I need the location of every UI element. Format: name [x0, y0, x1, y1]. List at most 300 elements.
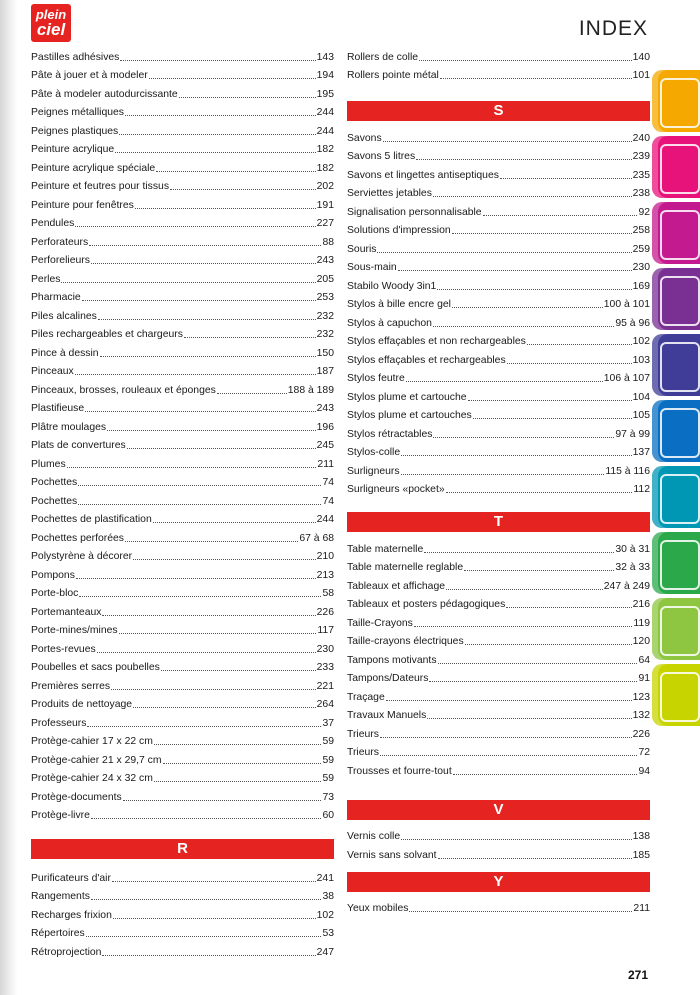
index-term: Yeux mobiles: [347, 903, 409, 914]
index-page: 241: [316, 872, 334, 884]
index-entry: [347, 367, 650, 386]
index-entry: [347, 256, 650, 275]
dot-leader: [133, 706, 316, 708]
dot-leader: [119, 632, 317, 634]
index-entry: [347, 404, 650, 423]
index-page: 60: [322, 810, 334, 821]
index-term: Serviettes jetables: [347, 188, 432, 199]
left-column: [31, 45, 334, 959]
dot-leader: [468, 399, 632, 401]
index-entry: [347, 64, 650, 83]
index-page: 185: [632, 849, 650, 861]
index-entry: [31, 230, 334, 249]
index-page: 123: [632, 691, 650, 703]
index-term: Stylos effaçables et non rechargeables: [347, 336, 526, 347]
index-page: 97 à 99: [615, 428, 650, 440]
index-entry: [31, 711, 334, 730]
index-list: [31, 866, 334, 959]
index-term: Table maternelle reglable: [347, 562, 464, 573]
index-page: 230: [632, 262, 650, 273]
index-entry: [31, 619, 334, 638]
index-entry: [347, 45, 650, 64]
index-term: Porte-mines/mines: [31, 625, 118, 636]
dot-leader: [433, 325, 614, 327]
index-term: Plats de convertures: [31, 440, 126, 451]
index-page: 239: [632, 151, 650, 162]
index-entry: [31, 866, 334, 885]
dot-leader: [437, 288, 631, 290]
index-term: Rangements: [31, 891, 90, 902]
index-term: Solutions d'impression: [347, 225, 451, 236]
index-entry: [347, 145, 650, 164]
index-term: Piles alcalines: [31, 310, 97, 322]
index-page: 143: [316, 51, 334, 63]
index-page: 92: [638, 206, 650, 218]
index-term: Perforelieurs: [31, 255, 90, 266]
dot-leader: [102, 614, 315, 616]
dot-leader: [161, 669, 316, 671]
index-term: Produits de nettoyage: [31, 699, 133, 710]
index-entry: [31, 600, 334, 619]
index-term: Stylos à bille encre gel: [347, 299, 451, 310]
index-term: Trousses et fourre-tout: [347, 765, 452, 777]
index-list: [347, 897, 650, 916]
index-term: Stylos plume et cartouches: [347, 410, 472, 421]
index-entry: [31, 286, 334, 305]
index-entry: [347, 163, 650, 182]
index-entry: [31, 397, 334, 416]
index-entry: [347, 478, 650, 497]
index-entry: [31, 45, 334, 64]
index-page: 202: [316, 181, 334, 192]
index-list: [347, 537, 650, 778]
letter-heading-y: Y: [347, 872, 650, 892]
index-page: 240: [632, 132, 650, 144]
index-term: Table maternelle: [347, 543, 424, 555]
index-list: [347, 45, 650, 82]
index-term: Professeurs: [31, 717, 87, 729]
index-entry: [31, 175, 334, 194]
index-entry: [347, 237, 650, 256]
index-entry: [347, 385, 650, 404]
sewing-machine-icon: [660, 78, 700, 128]
index-term: Signalisation personnalisable: [347, 206, 482, 218]
index-entry: [31, 101, 334, 120]
index-page: 216: [632, 599, 650, 610]
index-entry: [347, 843, 650, 862]
index-term: Trieurs: [347, 747, 379, 758]
dot-leader: [156, 170, 315, 172]
section-tab[interactable]: [652, 466, 700, 528]
dot-leader: [452, 306, 603, 308]
index-entry: [31, 903, 334, 922]
index-term: Rollers de colle: [347, 51, 419, 63]
dot-leader: [97, 651, 316, 653]
index-page: 117: [317, 625, 334, 636]
dot-leader: [438, 857, 632, 859]
index-term: Stylos plume et cartouche: [347, 391, 467, 403]
dot-leader: [377, 251, 631, 253]
index-page: 59: [322, 736, 334, 747]
index-page: 91: [638, 673, 650, 684]
index-page: 64: [638, 654, 650, 666]
dot-leader: [217, 392, 287, 394]
section-tab[interactable]: [652, 334, 700, 396]
dot-leader: [67, 466, 317, 468]
index-page: 32 à 33: [615, 562, 650, 573]
index-page: 258: [632, 225, 650, 236]
index-page: 182: [316, 144, 334, 155]
index-page: 101: [632, 70, 650, 81]
index-term: Peinture acrylique: [31, 144, 115, 155]
index-term: Tableaux et posters pédagogiques: [347, 599, 506, 610]
index-page: 59: [322, 773, 334, 784]
index-page: 264: [316, 699, 334, 710]
index-term: Répertoires: [31, 928, 85, 939]
index-term: Sous-main: [347, 262, 397, 273]
dot-leader: [112, 880, 316, 882]
index-term: Taille-Crayons: [347, 617, 413, 629]
index-page: 226: [632, 728, 650, 740]
index-term: Protège-livre: [31, 810, 90, 821]
index-term: Pochettes de plastification: [31, 514, 152, 525]
index-page: 211: [317, 458, 334, 470]
dot-leader: [409, 910, 632, 912]
dot-leader: [154, 780, 322, 782]
index-page: 102: [316, 909, 334, 921]
index-term: Pochettes perforées: [31, 532, 124, 544]
binding-shadow: [0, 0, 18, 995]
dot-leader: [89, 244, 321, 246]
index-term: Recharges frixion: [31, 909, 112, 921]
dot-leader: [386, 699, 632, 701]
right-column: [347, 45, 650, 915]
index-entry: [347, 330, 650, 349]
index-term: Pinceaux: [31, 366, 74, 377]
index-term: Pastilles adhésives: [31, 51, 120, 63]
index-page: 247: [316, 946, 334, 958]
index-page: 259: [632, 243, 650, 255]
index-term: Rétroprojection: [31, 946, 102, 958]
dot-leader: [149, 77, 316, 79]
index-entry: [347, 459, 650, 478]
pencil-icon: [660, 144, 700, 194]
index-entry: [347, 311, 650, 330]
dot-leader: [440, 77, 632, 79]
index-term: Peinture pour fenêtres: [31, 199, 134, 211]
dot-leader: [179, 96, 316, 98]
dot-leader: [123, 799, 322, 801]
dot-leader: [465, 643, 632, 645]
dot-leader: [433, 195, 632, 197]
index-entry: [31, 360, 334, 379]
dot-leader: [507, 362, 632, 364]
index-term: Protège-cahier 17 x 22 cm: [31, 736, 153, 747]
dot-leader: [419, 59, 632, 61]
index-term: Pochettes: [31, 495, 78, 507]
index-term: Pince à dessin: [31, 347, 99, 359]
index-term: Souris: [347, 243, 377, 255]
dot-leader: [115, 151, 315, 153]
index-page: 196: [316, 421, 334, 433]
dot-leader: [464, 569, 614, 571]
dot-leader: [416, 158, 632, 160]
dot-leader: [61, 281, 315, 283]
dot-leader: [79, 595, 321, 597]
index-page: 243: [316, 403, 334, 414]
index-term: Pâte à jouer et à modeler: [31, 70, 148, 81]
index-entry: [31, 138, 334, 157]
index-entry: [347, 685, 650, 704]
index-page: 74: [322, 477, 334, 488]
dot-leader: [380, 754, 637, 756]
index-page: 73: [322, 791, 334, 803]
dot-leader: [163, 762, 322, 764]
index-entry: [347, 741, 650, 760]
section-tab[interactable]: [652, 70, 700, 132]
index-page: 244: [316, 514, 334, 525]
dot-leader: [98, 318, 316, 320]
index-page: 195: [316, 88, 334, 100]
dot-leader: [414, 625, 633, 627]
index-page: 102: [632, 336, 650, 347]
index-entry: [347, 759, 650, 778]
index-term: Rollers pointe métal: [347, 70, 439, 81]
index-entry: [347, 722, 650, 741]
index-term: Protège-cahier 24 x 32 cm: [31, 773, 153, 784]
index-entry: [31, 674, 334, 693]
index-page: 120: [632, 636, 650, 647]
notebook-icon: [660, 342, 700, 392]
index-page: 244: [316, 125, 334, 137]
index-term: Surligneurs «pocket»: [347, 484, 445, 495]
index-term: Stylos-colle: [347, 447, 401, 458]
index-entry: [347, 611, 650, 630]
ball-icon: [660, 540, 700, 590]
index-entry: [347, 422, 650, 441]
dot-leader: [473, 417, 632, 419]
index-page: 205: [316, 273, 334, 285]
index-entry: [347, 293, 650, 312]
dot-leader: [153, 521, 316, 523]
index-entry: [31, 748, 334, 767]
index-entry: [31, 378, 334, 397]
index-term: Stylos effaçables et rechargeables: [347, 354, 506, 366]
marker-icon: [660, 210, 700, 260]
logo-line-1: plein: [35, 7, 67, 22]
index-term: Purificateurs d'air: [31, 872, 111, 884]
index-page: 235: [632, 169, 650, 181]
index-page: 221: [316, 680, 334, 692]
index-page: 119: [633, 617, 650, 629]
index-entry: [31, 804, 334, 823]
page-number: 271: [628, 968, 649, 982]
index-entry: [347, 704, 650, 723]
index-page: 247 à 249: [603, 580, 650, 592]
index-term: Portes-revues: [31, 643, 96, 655]
dot-leader: [452, 232, 632, 234]
dot-leader: [500, 177, 632, 179]
section-tab[interactable]: [652, 400, 700, 462]
index-entry: [31, 452, 334, 471]
section-tab[interactable]: [652, 202, 700, 264]
dot-leader: [383, 140, 632, 142]
dot-leader: [427, 717, 631, 719]
index-entry: [31, 885, 334, 904]
dot-leader: [433, 436, 614, 438]
index-entry: [31, 82, 334, 101]
index-page: 100 à 101: [603, 299, 650, 310]
index-entry: [31, 323, 334, 342]
index-term: Plumes: [31, 458, 66, 470]
index-term: Tampons motivants: [347, 654, 437, 666]
index-page: 150: [316, 347, 334, 359]
index-entry: [31, 267, 334, 286]
dot-leader: [424, 551, 614, 553]
dot-leader: [135, 207, 316, 209]
dot-leader: [91, 262, 316, 264]
index-entry: [347, 593, 650, 612]
index-term: Peinture acrylique spéciale: [31, 162, 156, 174]
index-entry: [347, 219, 650, 238]
index-page: 232: [316, 329, 334, 340]
index-page: 194: [316, 70, 334, 81]
index-page: 104: [632, 391, 650, 403]
index-entry: [347, 441, 650, 460]
dot-leader: [506, 606, 631, 608]
index-page: 243: [316, 255, 334, 266]
dot-leader: [91, 898, 322, 900]
index-term: Poubelles et sacs poubelles: [31, 662, 160, 673]
index-page: 230: [316, 643, 334, 655]
index-page: 187: [316, 366, 334, 377]
index-page: 103: [632, 354, 650, 366]
dot-leader: [102, 954, 315, 956]
index-page: 30 à 31: [615, 543, 650, 555]
index-term: Savons 5 litres: [347, 151, 416, 162]
dot-leader: [100, 355, 316, 357]
index-entry: [31, 64, 334, 83]
section-tab[interactable]: [652, 136, 700, 198]
index-page: 137: [632, 447, 650, 458]
letter-heading-t: T: [347, 512, 650, 532]
index-term: Pendules: [31, 218, 75, 229]
letter-heading-v: V: [347, 800, 650, 820]
index-entry: [347, 630, 650, 649]
index-entry: [31, 637, 334, 656]
index-entry: [31, 940, 334, 959]
index-entry: [31, 785, 334, 804]
index-term: Savons et lingettes antiseptiques: [347, 169, 499, 181]
page-title: INDEX: [578, 17, 648, 40]
index-entry: [31, 545, 334, 564]
dot-leader: [401, 838, 632, 840]
index-entry: [31, 341, 334, 360]
dot-leader: [453, 773, 638, 775]
index-term: Plastifieuse: [31, 403, 85, 414]
section-tabs: [652, 70, 700, 730]
index-page: 132: [632, 710, 650, 721]
index-entry: [347, 537, 650, 556]
index-entry: [31, 922, 334, 941]
dot-leader: [87, 725, 321, 727]
section-tab[interactable]: [652, 532, 700, 594]
dot-leader: [380, 736, 632, 738]
dot-leader: [154, 743, 322, 745]
index-page: 58: [322, 588, 334, 599]
index-page: 72: [638, 747, 650, 758]
section-tab[interactable]: [652, 664, 700, 726]
dot-leader: [527, 343, 632, 345]
index-term: Porte-bloc: [31, 588, 79, 599]
letter-heading-s: S: [347, 101, 650, 121]
index-term: Pâte à modeler autodurcissante: [31, 88, 178, 100]
index-page: 115 à 116: [605, 465, 650, 477]
index-entry: [31, 526, 334, 545]
dot-leader: [483, 214, 638, 216]
index-entry: [347, 182, 650, 201]
dot-leader: [406, 380, 603, 382]
index-term: Stabilo Woody 3in1: [347, 280, 437, 292]
section-tab[interactable]: [652, 268, 700, 330]
index-term: Travaux Manuels: [347, 710, 427, 721]
dot-leader: [127, 447, 316, 449]
dot-leader: [78, 484, 321, 486]
index-entry: [31, 415, 334, 434]
index-term: Tableaux et affichage: [347, 580, 446, 592]
dot-leader: [170, 188, 316, 190]
dot-leader: [107, 429, 316, 431]
index-entry: [347, 825, 650, 844]
dot-leader: [119, 133, 315, 135]
index-page: 112: [633, 484, 650, 495]
index-term: Trieurs: [347, 728, 379, 740]
index-term: Pompons: [31, 569, 75, 581]
index-term: Pharmacie: [31, 292, 81, 303]
index-entry: [347, 667, 650, 686]
dot-leader: [401, 454, 632, 456]
index-page: 88: [322, 236, 334, 248]
dot-leader: [184, 336, 316, 338]
index-entry: [31, 489, 334, 508]
dot-leader: [82, 299, 316, 301]
index-term: Pochettes: [31, 477, 78, 488]
index-page: 211: [633, 903, 650, 914]
dot-leader: [76, 577, 316, 579]
index-term: Peignes métalliques: [31, 107, 124, 118]
index-page: 182: [316, 162, 334, 174]
index-term: Stylos à capuchon: [347, 317, 432, 329]
dot-leader: [125, 114, 316, 116]
index-term: Vernis colle: [347, 831, 401, 842]
section-tab[interactable]: [652, 598, 700, 660]
index-term: Perles: [31, 273, 61, 285]
index-page: 210: [316, 551, 334, 562]
index-entry: [31, 563, 334, 582]
index-entry: [347, 556, 650, 575]
dot-leader: [85, 410, 316, 412]
index-entry: [31, 471, 334, 490]
index-term: Traçage: [347, 691, 385, 703]
dot-leader: [429, 680, 637, 682]
dot-leader: [75, 225, 315, 227]
index-term: Stylos rétractables: [347, 428, 433, 440]
index-entry: [31, 434, 334, 453]
index-term: Peinture et feutres pour tissus: [31, 181, 170, 192]
index-page: 232: [316, 310, 334, 322]
index-page: 53: [322, 928, 334, 939]
index-term: Piles rechargeables et chargeurs: [31, 329, 183, 340]
